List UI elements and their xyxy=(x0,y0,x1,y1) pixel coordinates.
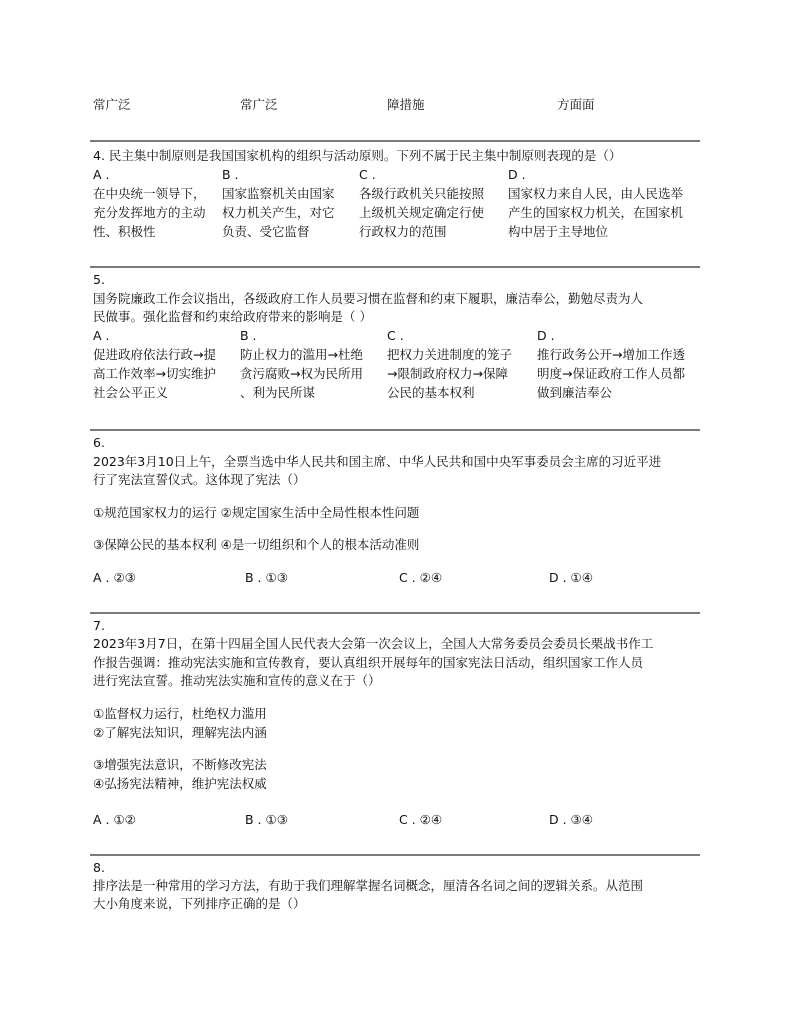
option-text: 明度→保证政府工作人员都 xyxy=(537,366,685,381)
choice-a[interactable]: A . ①② xyxy=(93,812,136,827)
option-label: C . xyxy=(359,167,376,182)
statement-line: ③增强宪法意识，不断修改宪法 xyxy=(93,757,267,772)
option-text: 公民的基本权利 xyxy=(387,385,475,400)
option-b[interactable] xyxy=(240,326,380,402)
option-c[interactable] xyxy=(387,326,527,402)
divider xyxy=(90,854,700,856)
option-text: 行政权力的范围 xyxy=(359,224,447,239)
option-text: 、利为民所谋 xyxy=(240,385,316,400)
option-text: →限制政府权力→保障 xyxy=(387,366,508,381)
option-text: 把权力关进制度的笼子 xyxy=(387,347,513,362)
option-text: 做到廉洁奉公 xyxy=(537,385,613,400)
option-text: 国家监察机关由国家 xyxy=(222,186,335,201)
choice-c[interactable]: C . ②④ xyxy=(399,570,443,585)
divider xyxy=(90,140,700,142)
divider xyxy=(90,429,700,431)
choice-c[interactable]: C . ②④ xyxy=(399,812,443,827)
question-stem-line: 大小角度来说，下列排序正确的是（） xyxy=(93,896,306,911)
option-text: 充分发挥地方的主动 xyxy=(93,205,206,220)
question-stem-line: 行了宪法宣誓仪式。这体现了宪法（） xyxy=(93,472,306,487)
option-text: 在中央统一领导下， xyxy=(93,186,206,201)
fragment-4: 方面面 xyxy=(557,97,595,112)
statement-line: ③保障公民的基本权利 ④是一切组织和个人的根本活动准则 xyxy=(93,537,420,552)
question-stem-line: 作报告强调：推动宪法实施和宣传教育，要认真组织开展每年的国家宪法日活动，组织国家工作人员 xyxy=(93,655,644,670)
option-text: 权力机关产生，对它 xyxy=(222,205,335,220)
question-number: 7. xyxy=(93,618,105,633)
question-stem-line: 国务院廉政工作会议指出，各级政府工作人员要习惯在监督和约束下履职，廉洁奉公，勤勉尽责为人 xyxy=(93,291,644,306)
option-label: A . xyxy=(93,167,110,182)
question-stem-line: 2023年3月10日上午，全票当选中华人民共和国主席、中华人民共和国中央军事委员会主席的习近平进 xyxy=(93,454,662,469)
statement-line: ①监督权力运行，杜绝权力滥用 xyxy=(93,706,267,721)
option-label: B . xyxy=(222,167,239,182)
question-number: 8. xyxy=(93,860,105,875)
question-stem-line: 2023年3月7日，在第十四届全国人民代表大会第一次会议上，全国人大常务委员会委员长栗战书作工 xyxy=(93,636,654,651)
fragment-2: 常广泛 xyxy=(240,97,278,112)
option-text: 各级行政机关只能按照 xyxy=(359,186,485,201)
option-text: 构中居于主导地位 xyxy=(508,224,609,239)
choice-d[interactable]: D . ①④ xyxy=(549,570,593,585)
option-text: 性、积极性 xyxy=(93,224,156,239)
fragment-3: 障措施 xyxy=(387,97,425,112)
option-text: 防止权力的滥用→杜绝 xyxy=(240,347,363,362)
question-stem: 4. 民主集中制原则是我国国家机构的组织与活动原则。下列不属于民主集中制原则表现的是（） xyxy=(93,148,622,163)
divider xyxy=(90,266,700,268)
option-d[interactable] xyxy=(508,165,708,241)
option-text: 产生的国家权力机关，在国家机 xyxy=(508,205,684,220)
option-a[interactable] xyxy=(93,165,223,241)
question-stem-line: 进行宪法宣誓。推动宪法实施和宣传的意义在于（） xyxy=(93,673,381,688)
option-b[interactable] xyxy=(222,165,352,241)
question-stem-line: 民做事。强化监督和约束给政府带来的影响是（ ） xyxy=(93,309,372,324)
option-d[interactable] xyxy=(537,326,707,402)
question-number: 5. xyxy=(93,272,105,287)
option-text: 社会公平正义 xyxy=(93,385,169,400)
option-label: A . xyxy=(93,328,110,343)
option-text: 促进政府依法行政→提 xyxy=(93,347,216,362)
option-label: D . xyxy=(537,328,555,343)
option-text: 高工作效率→切实维护 xyxy=(93,366,216,381)
option-text: 上级机关规定确定行使 xyxy=(359,205,485,220)
option-label: C . xyxy=(387,328,404,343)
question-stem-line: 排序法是一种常用的学习方法，有助于我们理解掌握名词概念，厘清各名词之间的逻辑关系。从范围 xyxy=(93,878,644,893)
option-text: 国家权力来自人民，由人民选举 xyxy=(508,186,684,201)
statement-line: ④弘扬宪法精神，维护宪法权威 xyxy=(93,776,267,791)
option-text: 负责、受它监督 xyxy=(222,224,310,239)
option-text: 贪污腐败→权为民所用 xyxy=(240,366,363,381)
choice-b[interactable]: B . ①③ xyxy=(245,812,288,827)
divider xyxy=(90,612,700,614)
choice-b[interactable]: B . ①③ xyxy=(245,570,288,585)
statement-line: ①规范国家权力的运行 ②规定国家生活中全局性根本性问题 xyxy=(93,505,420,520)
option-label: B . xyxy=(240,328,257,343)
option-label: D . xyxy=(508,167,526,182)
statement-line: ②了解宪法知识，理解宪法内涵 xyxy=(93,725,267,740)
fragment-1: 常广泛 xyxy=(93,97,131,112)
option-c[interactable] xyxy=(359,165,504,241)
choice-a[interactable]: A . ②③ xyxy=(93,570,136,585)
option-text: 推行政务公开→增加工作透 xyxy=(537,347,685,362)
question-number: 6. xyxy=(93,435,105,450)
option-a[interactable] xyxy=(93,326,233,402)
choice-d[interactable]: D . ③④ xyxy=(549,812,593,827)
